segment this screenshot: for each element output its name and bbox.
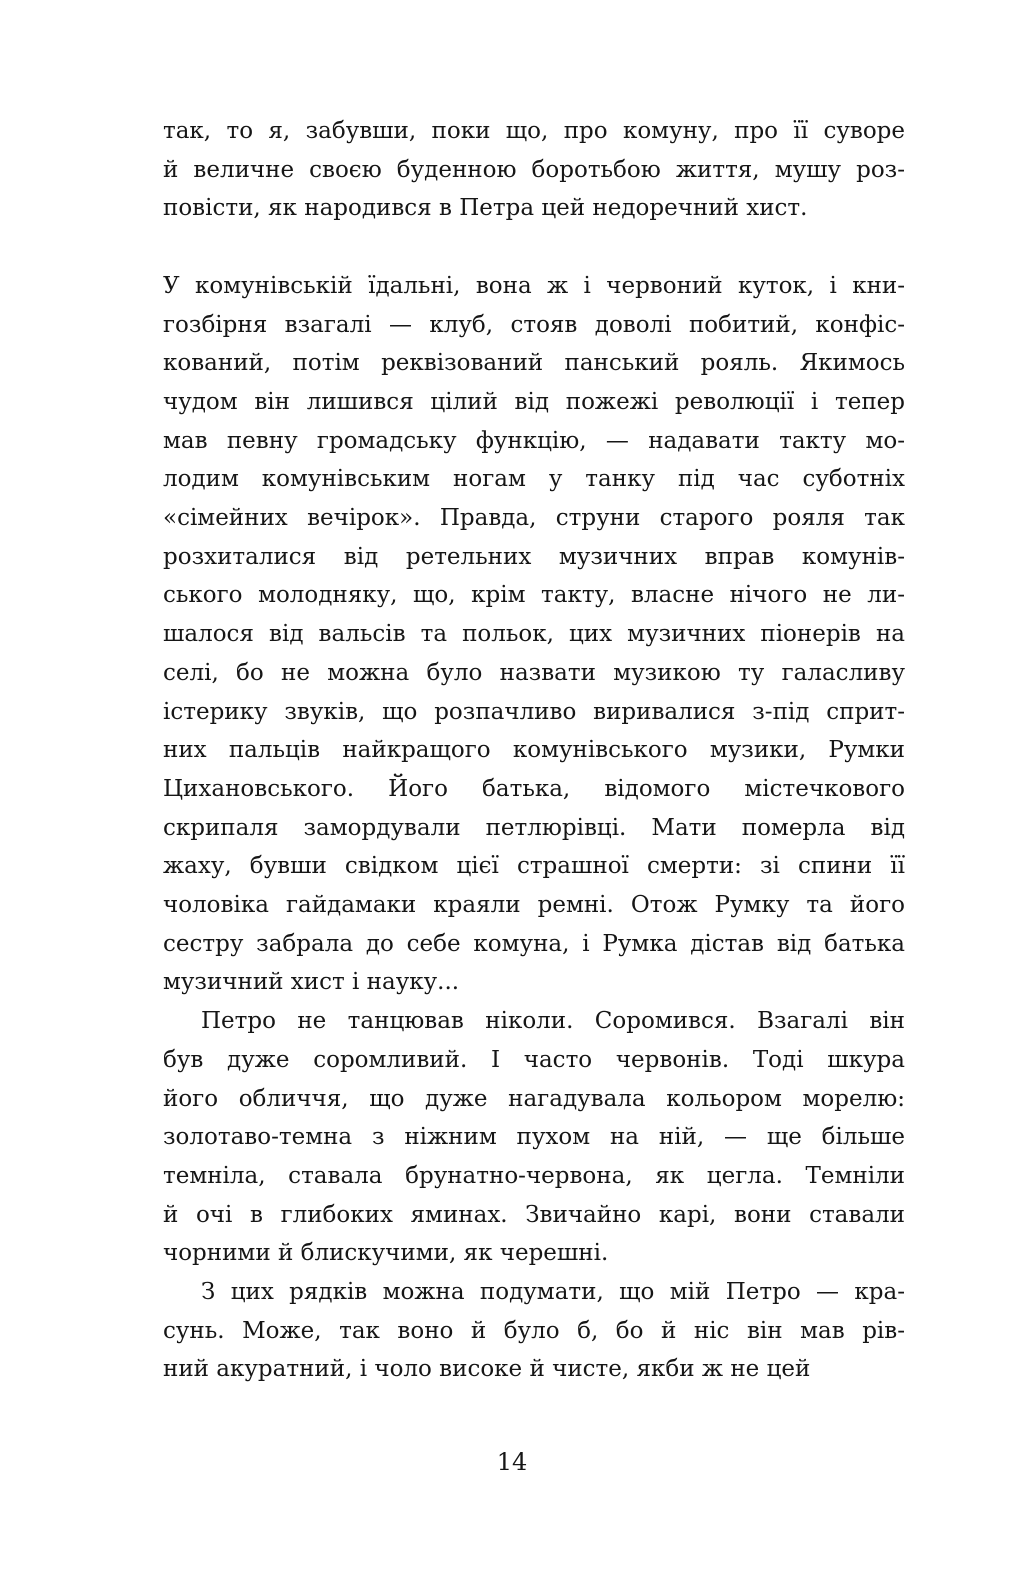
- text-line: сунь. Може, так воно й було б, бо й ніс він мав рів-: [163, 1317, 905, 1344]
- text-line: скрипаля замордували петлюрівці. Мати померла від: [163, 814, 905, 841]
- text-line: сестру забрала до себе комуна, і Румка дістав від батька: [163, 930, 905, 957]
- text-line: Петро не танцював ніколи. Соромився. Взагалі він: [201, 1008, 905, 1035]
- text-line: чоловіка гайдамаки краяли ремні. Отож Румку та його: [163, 892, 905, 919]
- text-line: селі, бо не можна було назвати музикою ту галасливу: [163, 659, 905, 686]
- paragraph: [163, 1002, 905, 1273]
- text-line: чудом він лишився цілий від пожежі революції і тепер: [163, 388, 905, 415]
- text-block: [163, 112, 905, 1389]
- text-line: розхиталися від ретельних музичних вправ комунів-: [163, 543, 905, 570]
- text-line: істерику звуків, що розпачливо виривалися з-під сприт-: [163, 698, 905, 725]
- paragraph: [163, 112, 905, 228]
- text-line: так, то я, забувши, поки що, про комуну, про її суворе: [163, 118, 905, 144]
- page-number: 14: [496, 1448, 528, 1476]
- text-line: гозбірня взагалі — клуб, стояв доволі побитий, конфіс-: [163, 311, 905, 338]
- text-line: ського молодняку, що, крім такту, власне нічого не ли-: [163, 582, 905, 609]
- text-line: повісти, як народився в Петра цей недоречний хист.: [163, 195, 808, 222]
- text-line: його обличчя, що дуже нагадувала кольором морелю:: [163, 1085, 905, 1112]
- text-line: У комунівській їдальні, вона ж і червоний куток, і кни-: [163, 272, 905, 299]
- text-line: кований, потім реквізований панський рояль. Якимось: [163, 350, 905, 377]
- text-line: З цих рядків можна подумати, що мій Петро — кра-: [201, 1279, 905, 1306]
- text-line: жаху, бувши свідком цієї страшної смерти: зі спини її: [163, 853, 905, 880]
- text-line: лодим комунівським ногам у танку під час суботніх: [163, 466, 905, 493]
- text-line: й величне своєю буденною боротьбою життя, мушу роз-: [163, 156, 905, 183]
- text-line: них пальців найкращого комунівського музики, Румки: [163, 737, 905, 764]
- text-line: музичний хист і науку...: [163, 969, 460, 996]
- text-line: «сімейних вечірок». Правда, струни старого рояля так: [163, 505, 905, 532]
- paragraph: [163, 1273, 905, 1389]
- text-line: був дуже соромливий. І часто червонів. Тоді шкура: [163, 1046, 905, 1073]
- text-line: шалося від вальсів та польок, цих музичних піонерів на: [163, 621, 905, 648]
- paragraph: [163, 267, 905, 1002]
- text-line: золотаво-темна з ніжним пухом на ній, — ще більше: [163, 1124, 905, 1151]
- text-line: ний акуратний, і чоло високе й чисте, якби ж не цей: [163, 1356, 811, 1383]
- text-line: Цихановського. Його батька, відомого містечкового: [163, 775, 905, 802]
- text-line: й очі в глибоких яминах. Звичайно карі, вони ставали: [163, 1201, 905, 1228]
- text-line: темніла, ставала брунатно-червона, як цегла. Темніли: [163, 1162, 905, 1189]
- text-line: мав певну громадську функцію, — надавати такту мо-: [163, 427, 905, 454]
- text-line: чорними й блискучими, як черешні.: [163, 1240, 609, 1267]
